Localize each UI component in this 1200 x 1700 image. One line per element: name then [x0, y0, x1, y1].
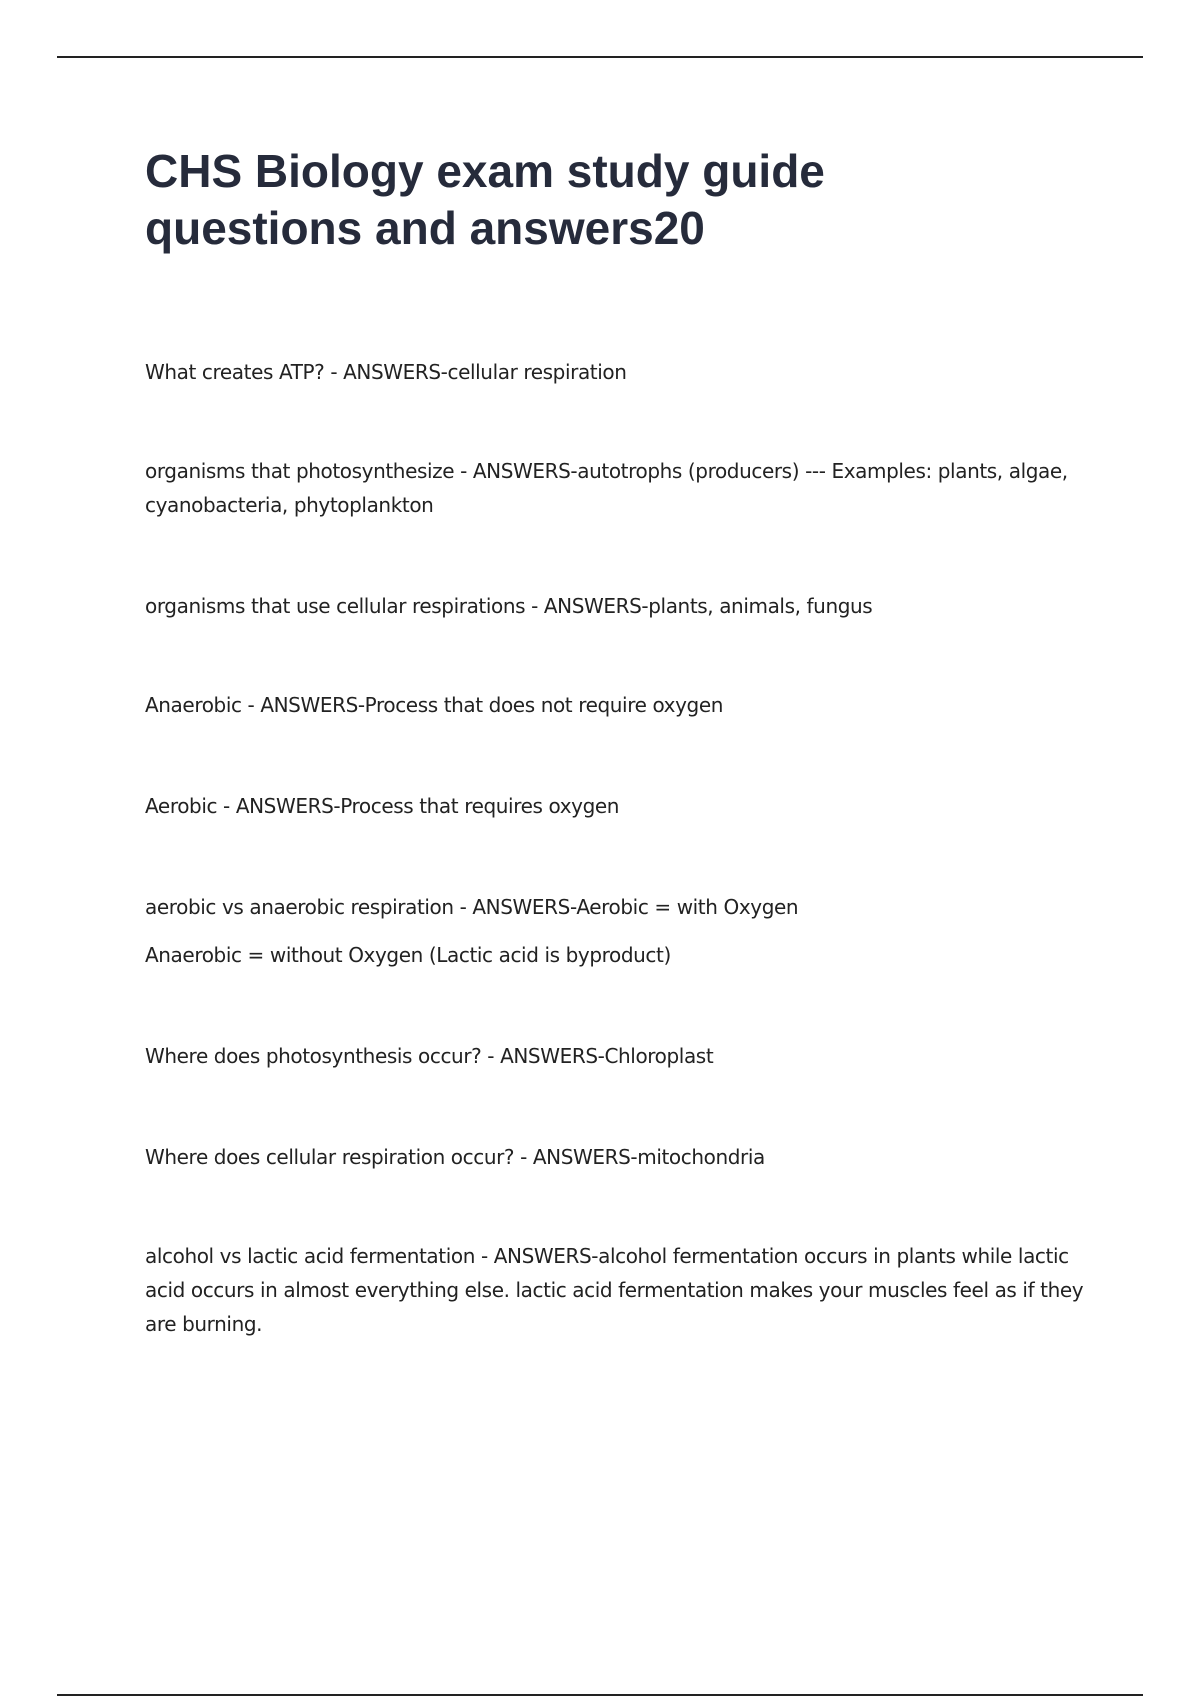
qa-text: Where does photosynthesis occur? - ANSWERS-Chloroplast	[145, 1044, 714, 1068]
qa-entry-photosynthesize	[145, 454, 1095, 522]
qa-text: Aerobic - ANSWERS-Process that requires oxygen	[145, 794, 620, 818]
qa-continuation: Anaerobic = without Oxygen (Lactic acid is byproduct)	[145, 943, 671, 967]
qa-text: organisms that photosynthesize - ANSWERS-autotrophs (producers) --- Examples: plants, algae, cyanobacteria, phytoplankton	[145, 459, 1068, 517]
bottom-divider	[57, 1694, 1143, 1696]
qa-text: Anaerobic - ANSWERS-Process that does not require oxygen	[145, 693, 724, 717]
qa-entry-cellular-respiration-organisms	[145, 589, 1095, 623]
qa-entry-anaerobic	[145, 688, 1095, 722]
qa-entry-aerobic	[145, 789, 1095, 823]
qa-entry-fermentation	[145, 1239, 1095, 1341]
qa-text: alcohol vs lactic acid fermentation - ANSWERS-alcohol fermentation occurs in plants while lactic acid occurs in almost everything else. lactic acid fermentation makes your muscles feel as if they are burning.	[145, 1244, 1084, 1336]
qa-entry-photosynthesis-location	[145, 1039, 1095, 1073]
qa-text: Where does cellular respiration occur? - ANSWERS-mitochondria	[145, 1145, 765, 1169]
qa-text: aerobic vs anaerobic respiration - ANSWERS-Aerobic = with Oxygen	[145, 895, 799, 919]
qa-entry-aerobic-vs-anaerobic	[145, 890, 1095, 972]
page-title: CHS Biology exam study guide questions and answers20	[145, 145, 825, 254]
qa-entry-respiration-location	[145, 1140, 1095, 1174]
qa-entry-atp	[145, 355, 1095, 389]
qa-text: What creates ATP? - ANSWERS-cellular respiration	[145, 360, 627, 384]
qa-text: organisms that use cellular respirations - ANSWERS-plants, animals, fungus	[145, 594, 873, 618]
top-divider	[57, 56, 1143, 58]
